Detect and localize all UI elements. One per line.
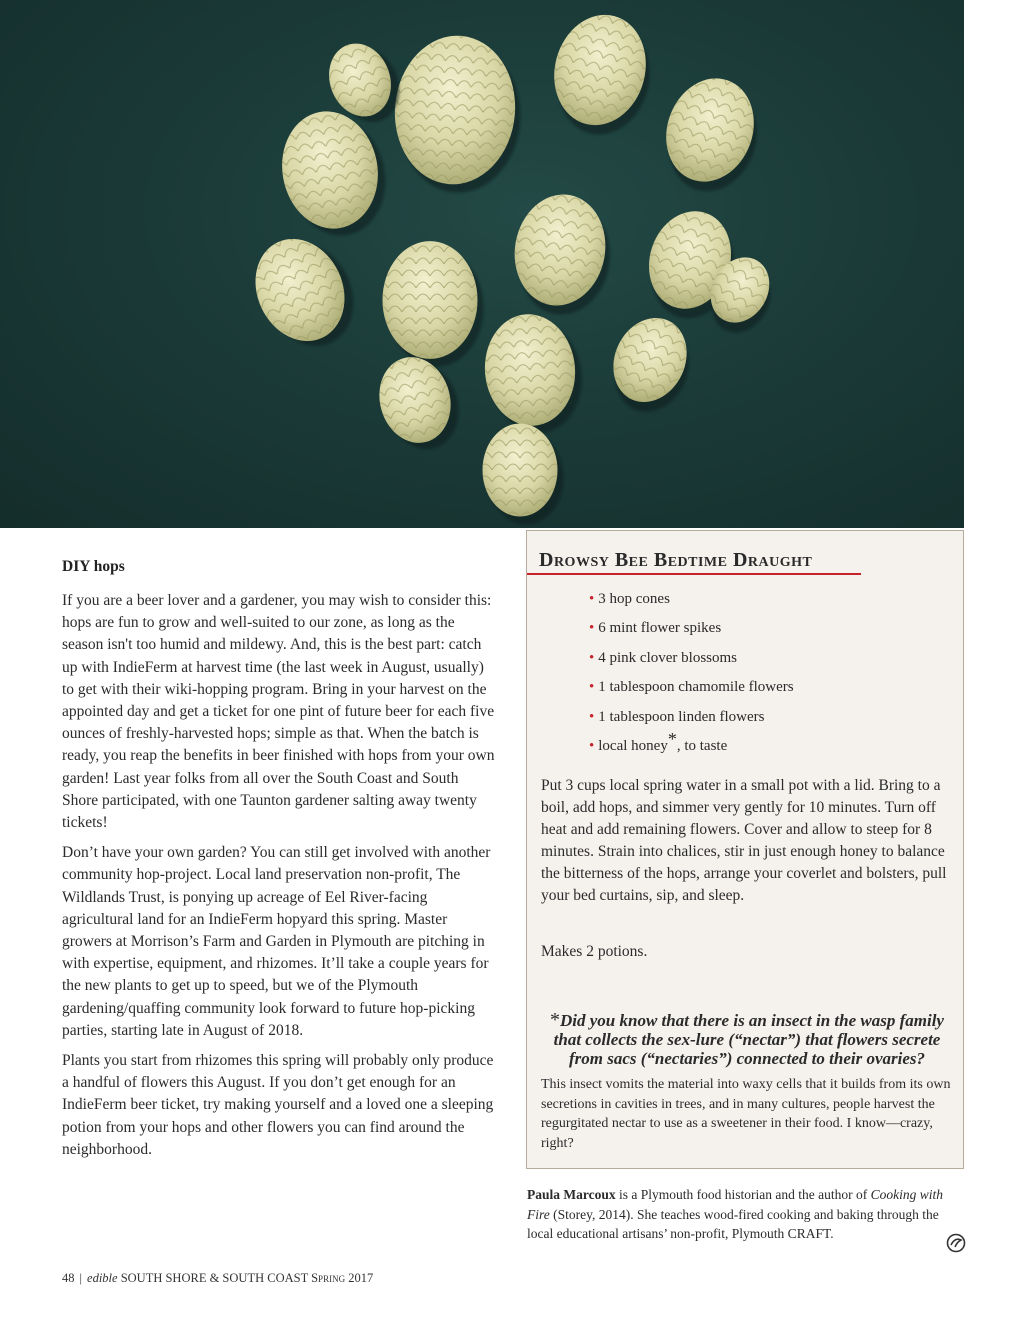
page-number: 48 <box>62 1271 75 1285</box>
article-heading: DIY hops <box>62 558 125 575</box>
ingredient-list <box>589 589 794 765</box>
bullet-icon: • <box>589 620 595 637</box>
recipe-title: Drowsy Bee Bedtime Draught <box>539 549 813 571</box>
ingredient-item: • 1 tablespoon linden flowers <box>589 708 765 725</box>
ingredient-item: • 6 mint flower spikes <box>589 620 722 637</box>
did-you-know-answer: This insect vomits the material into waxy cells that it builds from its own secretions in cavities in trees, and in many cultures, people harvest the regurgitated nectar to use as a sweetener in their food. I know—crazy, right? <box>541 1077 951 1151</box>
did-you-know-question: *Did you know that there is an insect in the wasp family that collects the sex-lure (“nectar”) that flowers secrete from sacs (“nectaries”) connected to their ovaries? <box>550 1009 944 1068</box>
ingredient-item: • local honey*, to taste <box>589 728 728 754</box>
asterisk-mark: * <box>667 728 677 749</box>
magazine-edible: edible <box>87 1271 118 1285</box>
issue-season: Spring 2017 <box>311 1271 374 1285</box>
bullet-icon: • <box>589 591 595 607</box>
hop-cones-illustration <box>0 0 964 528</box>
article-paragraph-2: Don’t have your own garden? You can still get involved with another community hop-project. Local land preservation non-profit, The Wildlands Trust, is ponying up acreage of Eel River-facing agricultural land for an IndieFerm hopyard this spring. Master growers at Morrison’s Farm and Garden in Plymouth are pitching in with expertise, equipment, and rhizomes. It’ll take a couple years for the new plants to get up to speed, but we of the Plymouth gardening/quaffing community look forward to future hop-picking parties, starting late in August of 2018. <box>62 844 491 1039</box>
bullet-icon: • <box>589 737 595 754</box>
recipe-yield: Makes 2 potions. <box>541 943 648 960</box>
recipe-box <box>526 530 964 1169</box>
article-paragraph-3: Plants you start from rhizomes this spring will probably only produce a handful of flowers this August. If you don’t get enough for an IndieFerm beer ticket, try making yourself and a loved one a sleeping potion from your hops and other flowers you can find around the neighborhood. <box>62 1052 494 1158</box>
ingredient-item: • 4 pink clover blossoms <box>589 649 738 666</box>
bullet-icon: • <box>589 679 595 696</box>
ingredient-item: • 1 tablespoon chamomile flowers <box>589 679 794 696</box>
book-title: Cooking with Fire <box>527 1187 943 1222</box>
article-column <box>62 558 497 1169</box>
article-paragraph-1: If you are a beer lover and a gardener, you may wish to consider this: hops are fun to grow and well-suited to our zone, as long as the season isn't too humid and mildewy. And, this is the best part: catch up with IndieFerm at harvest time (the last week in August, usually) to get with their wiki-hopping program. Bring in your harvest on the appointed day and get a ticket for one pint of future beer for each five ounces of freshly-harvested hops; simple as that. When the batch is ready, you reap the benefits in beer finished with hops from your own garden! Last year folks from all over the South Coast and South Shore participated, with one Taunton gardener salting away twenty tickets! <box>62 592 495 832</box>
bullet-icon: • <box>589 708 595 725</box>
recipe-title-underline <box>527 573 861 575</box>
hop-cones-photo <box>0 0 964 528</box>
ingredient-item: • 3 hop cones <box>589 591 670 607</box>
author-name: Paula Marcoux <box>527 1187 616 1202</box>
bullet-icon: • <box>589 649 595 666</box>
asterisk-mark: * <box>550 1009 561 1031</box>
page-footer: 48 | edible SOUTH SHORE & SOUTH COAST Spring 2017 <box>62 1271 374 1285</box>
author-bio: Paula Marcoux is a Plymouth food historian and the author of Cooking with Fire (Storey, 2014). She teaches wood-fired cooking and baking through the local educational artisans’ non-profit, Plymouth CRAFT. <box>527 1187 943 1241</box>
recipe-method: Put 3 cups local spring water in a small pot with a lid. Bring to a boil, add hops, and simmer very gently for 10 minutes. Turn off heat and add remaining flowers. Cover and allow to steep for 8 minutes. Strain into chalices, stir in just enough honey to balance the bitterness of the hops, arrange your coverlet and bolsters, pull your bed curtains, sip, and sleep. <box>541 777 947 904</box>
magazine-name: SOUTH SHORE & SOUTH COAST <box>120 1271 308 1285</box>
edible-logo-icon <box>946 1233 966 1253</box>
